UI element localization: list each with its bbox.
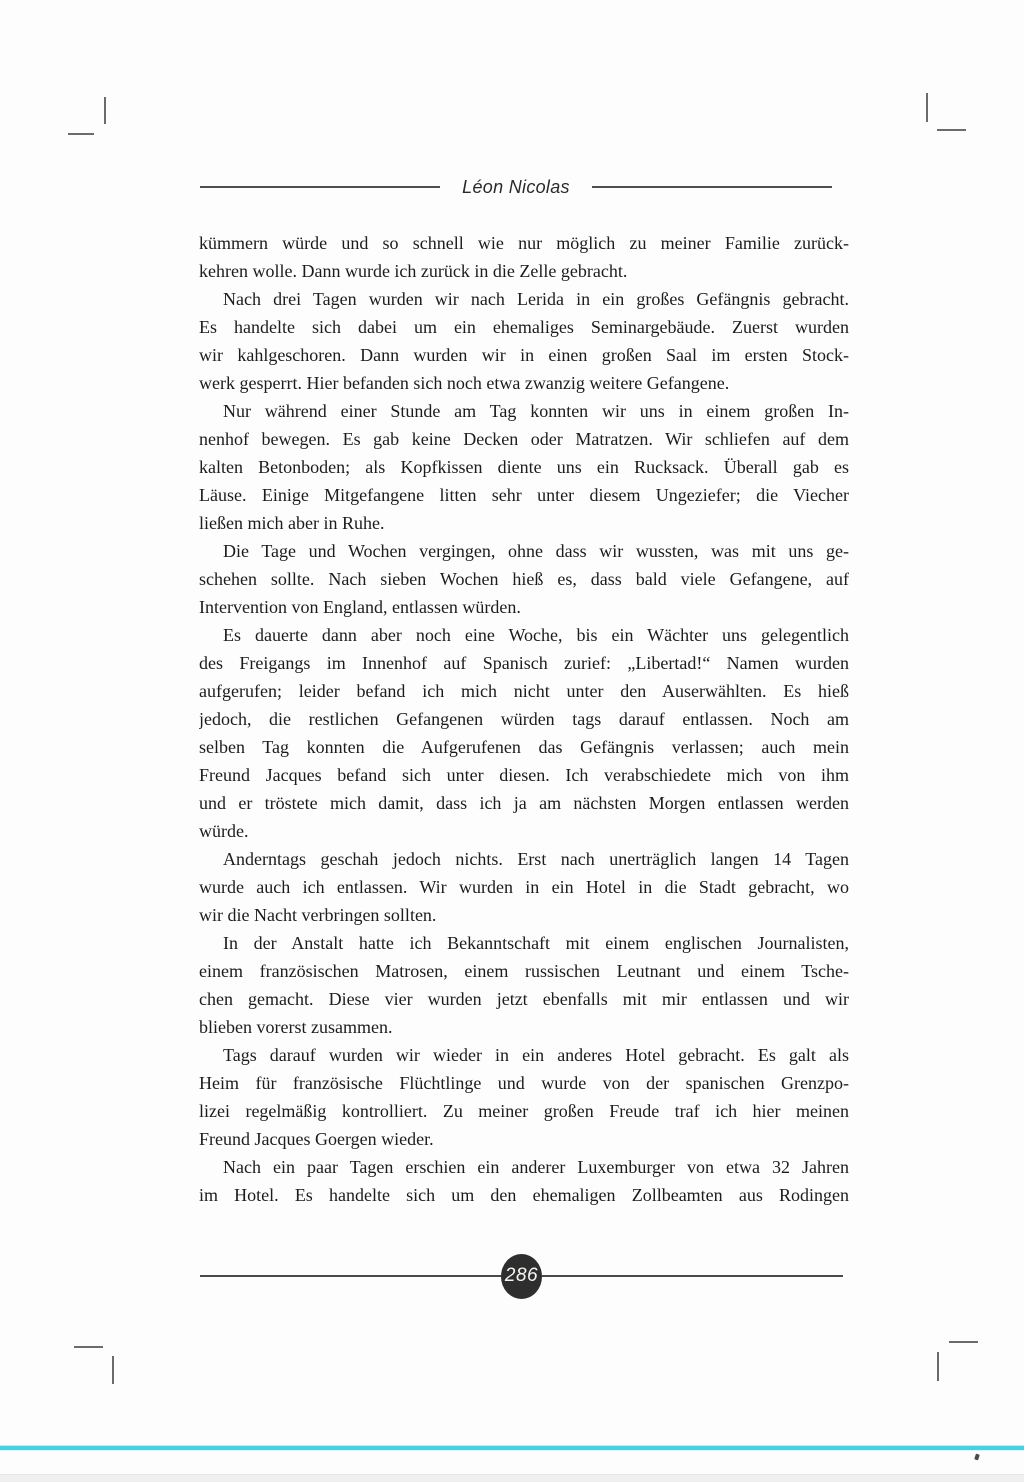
page-number-badge bbox=[501, 1254, 542, 1299]
text-line: und er tröstete mich damit, dass ich ja am nächsten Morgen entlassen werden bbox=[199, 793, 849, 813]
paragraph bbox=[199, 1041, 849, 1153]
page-body bbox=[199, 229, 849, 1209]
text-line: kümmern würde und so schnell wie nur möglich zu meiner Familie zurück- bbox=[199, 233, 849, 253]
text-line: Heim für französische Flüchtlinge und wurde von der spanischen Grenzpo- bbox=[199, 1073, 849, 1093]
scan-edge-band bbox=[0, 1474, 1024, 1482]
text-line: Nach ein paar Tagen erschien ein anderer Luxemburger von etwa 32 Jahren bbox=[223, 1157, 849, 1177]
crop-mark-top-right-vertical bbox=[926, 93, 928, 122]
text-line: selben Tag konnten die Aufgerufenen das Gefängnis verlassen; auch mein bbox=[199, 737, 849, 757]
text-line: Intervention von England, entlassen würden. bbox=[199, 597, 521, 617]
text-line: Freund Jacques Goergen wieder. bbox=[199, 1129, 434, 1149]
text-line: schehen sollte. Nach sieben Wochen hieß es, dass bald viele Gefangene, auf bbox=[199, 569, 849, 589]
text-line: ließen mich aber in Ruhe. bbox=[199, 513, 385, 533]
crop-mark-bottom-left-vertical bbox=[112, 1356, 114, 1384]
paragraph bbox=[199, 1153, 849, 1209]
text-line: Anderntags geschah jedoch nichts. Erst nach unerträglich langen 14 Tagen bbox=[223, 849, 849, 869]
text-line: blieben vorerst zusammen. bbox=[199, 1017, 393, 1037]
paragraph bbox=[199, 397, 849, 537]
text-line: wir die Nacht verbringen sollten. bbox=[199, 905, 437, 925]
text-line: Nur während einer Stunde am Tag konnten wir uns in einem großen In- bbox=[223, 401, 849, 421]
text-line: jedoch, die restlichen Gefangenen würden tags darauf entlassen. Noch am bbox=[199, 709, 849, 729]
paragraph bbox=[199, 621, 849, 845]
text-line: Freund Jacques befand sich unter diesen. Ich verabschiedete mich von ihm bbox=[199, 765, 849, 785]
text-line: wurde auch ich entlassen. Wir wurden in ein Hotel in die Stadt gebracht, wo bbox=[199, 877, 849, 897]
text-line: nenhof bewegen. Es gab keine Decken oder Matratzen. Wir schliefen auf dem bbox=[199, 429, 849, 449]
paragraph bbox=[199, 929, 849, 1041]
crop-mark-top-left-vertical bbox=[104, 97, 106, 124]
text-line: lizei regelmäßig kontrolliert. Zu meiner großen Freude traf ich hier meinen bbox=[199, 1101, 849, 1121]
paragraph bbox=[199, 845, 849, 929]
text-line: kalten Betonboden; als Kopfkissen diente uns ein Rucksack. Überall gab es bbox=[199, 457, 849, 477]
text-line: werk gesperrt. Hier befanden sich noch etwa zwanzig weitere Gefangene. bbox=[199, 373, 730, 393]
footer-rule-right bbox=[542, 1275, 843, 1277]
page-footer bbox=[200, 1253, 843, 1299]
crop-mark-top-right-horizontal bbox=[937, 129, 966, 131]
text-line: chen gemacht. Diese vier wurden jetzt ebenfalls mit mir entlassen und wir bbox=[199, 989, 849, 1009]
header-rule-right bbox=[592, 186, 832, 188]
text-line: im Hotel. Es handelte sich um den ehemaligen Zollbeamten aus Rodingen bbox=[199, 1185, 849, 1205]
text-line: In der Anstalt hatte ich Bekanntschaft mit einem englischen Journalisten, bbox=[223, 933, 849, 953]
text-line: Es dauerte dann aber noch eine Woche, bis ein Wächter uns gelegentlich bbox=[223, 625, 849, 645]
page-number: 286 bbox=[504, 1265, 539, 1286]
text-line: aufgerufen; leider befand ich mich nicht unter den Auserwählten. Es hieß bbox=[199, 681, 849, 701]
paragraph bbox=[199, 537, 849, 621]
crop-mark-bottom-left-horizontal bbox=[74, 1346, 103, 1348]
text-line: würde. bbox=[199, 821, 249, 841]
text-line: Die Tage und Wochen vergingen, ohne dass wir wussten, was mit uns ge- bbox=[223, 541, 849, 561]
crop-mark-top-left-horizontal bbox=[68, 133, 94, 135]
scan-accent-line bbox=[0, 1446, 1024, 1450]
paragraph bbox=[199, 285, 849, 397]
text-line: des Freigangs im Innenhof auf Spanisch zurief: „Libertad!“ Namen wurden bbox=[199, 653, 849, 673]
header-rule-left bbox=[200, 186, 440, 188]
scan-speck bbox=[974, 1454, 980, 1461]
page-header bbox=[200, 170, 832, 204]
text-line: Es handelte sich dabei um ein ehemaliges Seminargebäude. Zuerst wurden bbox=[199, 317, 849, 337]
crop-mark-bottom-right-vertical bbox=[937, 1352, 939, 1381]
text-line: Läuse. Einige Mitgefangene litten sehr unter diesem Ungeziefer; die Viecher bbox=[199, 485, 849, 505]
text-line: Tags darauf wurden wir wieder in ein anderes Hotel gebracht. Es galt als bbox=[223, 1045, 849, 1065]
running-head-author: Léon Nicolas bbox=[462, 176, 570, 197]
text-line: kehren wolle. Dann wurde ich zurück in die Zelle gebracht. bbox=[199, 261, 628, 281]
text-line: wir kahlgeschoren. Dann wurden wir in einen großen Saal im ersten Stock- bbox=[199, 345, 849, 365]
text-line: einem französischen Matrosen, einem russischen Leutnant und einem Tsche- bbox=[199, 961, 849, 981]
crop-mark-bottom-right-horizontal bbox=[949, 1341, 978, 1343]
paragraph bbox=[199, 229, 849, 285]
footer-rule-left bbox=[200, 1275, 501, 1277]
text-line: Nach drei Tagen wurden wir nach Lerida in ein großes Gefängnis gebracht. bbox=[223, 289, 849, 309]
